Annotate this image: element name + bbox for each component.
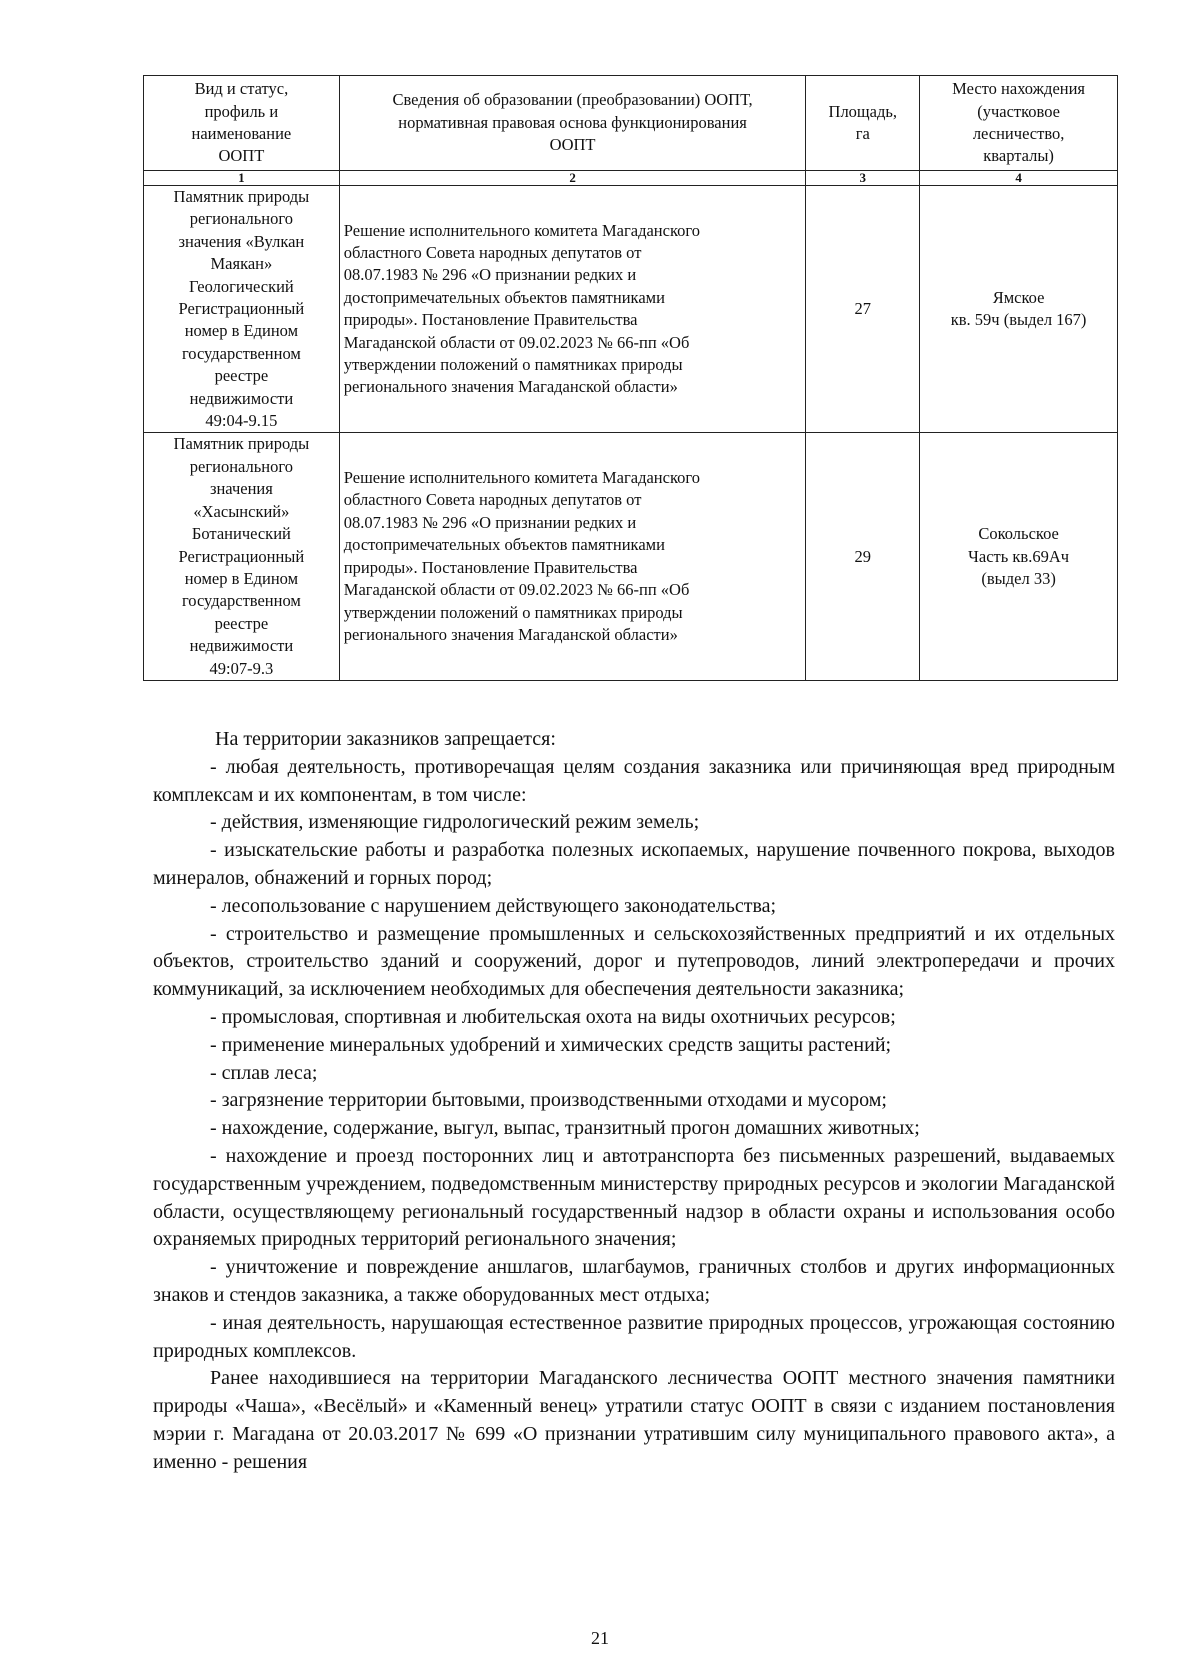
body-text [153,726,1115,1477]
paragraph: - уничтожение и повреждение аншлагов, шлагбаумов, граничных столбов и других информационных знаков и стендов заказника, а также оборудованных мест отдыха; [153,1256,1115,1306]
paragraph: - нахождение, содержание, выгул, выпас, транзитный прогон домашних животных; [210,1117,920,1140]
paragraph: - действия, изменяющие гидрологический режим земель; [210,811,700,834]
header-cell-area: Площадь, га [806,76,920,171]
column-number-row [144,171,1118,186]
oopt-basis-cell: Решение исполнительного комитета Магаданского областного Совета народных депутатов от 08.07.1983 № 296 «О признании редких и достопримечательных объектов памятниками природы». Постановление Правительства Магаданской области от 09.02.2023 № 66-пп «Об утверждении положений о памятниках природы регионального значения Магаданской области» [339,433,806,680]
paragraph: - применение минеральных удобрений и химических средств защиты растений; [210,1033,892,1056]
oopt-location-cell: Ямское кв. 59ч (выдел 167) [920,186,1118,433]
paragraph: - загрязнение территории бытовыми, производственными отходами и мусором; [210,1089,887,1112]
oopt-name-cell: Памятник природы регионального значения «Вулкан Маякан» Геологический Регистрационный номер в Едином государственном реестре недвижимости 49:04-9.15 [144,186,340,433]
oopt-table [143,75,1118,681]
table-header-row [144,76,1118,171]
oopt-basis-cell: Решение исполнительного комитета Магаданского областного Совета народных депутатов от 08.07.1983 № 296 «О признании редких и достопримечательных объектов памятниками природы». Постановление Правительства Магаданской области от 09.02.2023 № 66-пп «Об утверждении положений о памятниках природы регионального значения Магаданской области» [339,186,806,433]
paragraph: - любая деятельность, противоречащая целям создания заказника или причиняющая вред природным комплексам и их компонентам, в том числе: [153,755,1115,806]
oopt-area-cell: 27 [806,186,920,433]
oopt-name-cell: Памятник природы регионального значения «Хасынский» Ботанический Регистрационный номер в Едином государственном реестре недвижимости 49:07-9.3 [144,433,340,680]
paragraph: - лесопользование с нарушением действующего законодательства; [210,894,777,917]
paragraph: На территории заказников запрещается: [215,728,556,750]
header-cell-basis: Сведения об образовании (преобразовании) ООПТ, нормативная правовая основа функционирования ООПТ [339,76,806,171]
paragraph: - строительство и размещение промышленных и сельскохозяйственных предприятий и их отдельных объектов, строительство зданий и сооружений, дорог и путепроводов, линий электропередачи и прочих коммуникаций, за исключением необходимых для обеспечения деятельности заказника; [153,922,1115,1001]
paragraph: - промысловая, спортивная и любительская охота на виды охотничьих ресурсов; [210,1005,896,1028]
column-number: 3 [806,171,920,186]
paragraph: Ранее находившиеся на территории Магаданского лесничества ООПТ местного значения памятники природы «Чаша», «Весёлый» и «Каменный венец» утратили статус ООПТ в связи с изданием постановления мэрии г. Магадана от 20.03.2017 № 699 «О признании утратившим силу муниципального правового акта», а именно - решения [153,1367,1115,1473]
paragraph: - изыскательские работы и разработка полезных ископаемых, нарушение почвенного покрова, выходов минералов, обнажений и горных пород; [153,839,1115,889]
oopt-location-cell: Сокольское Часть кв.69Ач (выдел 33) [920,433,1118,680]
header-cell-location: Место нахождения (участковое лесничество, кварталы) [920,76,1118,171]
column-number: 2 [339,171,806,186]
table-row [144,186,1118,433]
paragraph: - иная деятельность, нарушающая естественное развитие природных процессов, угрожающая состоянию природных комплексов. [153,1311,1115,1362]
page-number: 21 [591,1628,609,1648]
header-cell-type: Вид и статус, профиль и наименование ООПТ [144,76,340,171]
oopt-area-cell: 29 [806,433,920,680]
paragraph: - нахождение и проезд посторонних лиц и автотранспорта без письменных разрешений, выдаваемых государственным учреждением, подведомственным министерству природных ресурсов и экологии Магаданской области, осуществляющему региональный государственный надзор в области охраны и использования особо охраняемых природных территорий регионального значения; [153,1144,1115,1251]
table-row [144,433,1118,680]
paragraph: - сплав леса; [210,1061,318,1084]
column-number: 1 [144,171,340,186]
column-number: 4 [920,171,1118,186]
